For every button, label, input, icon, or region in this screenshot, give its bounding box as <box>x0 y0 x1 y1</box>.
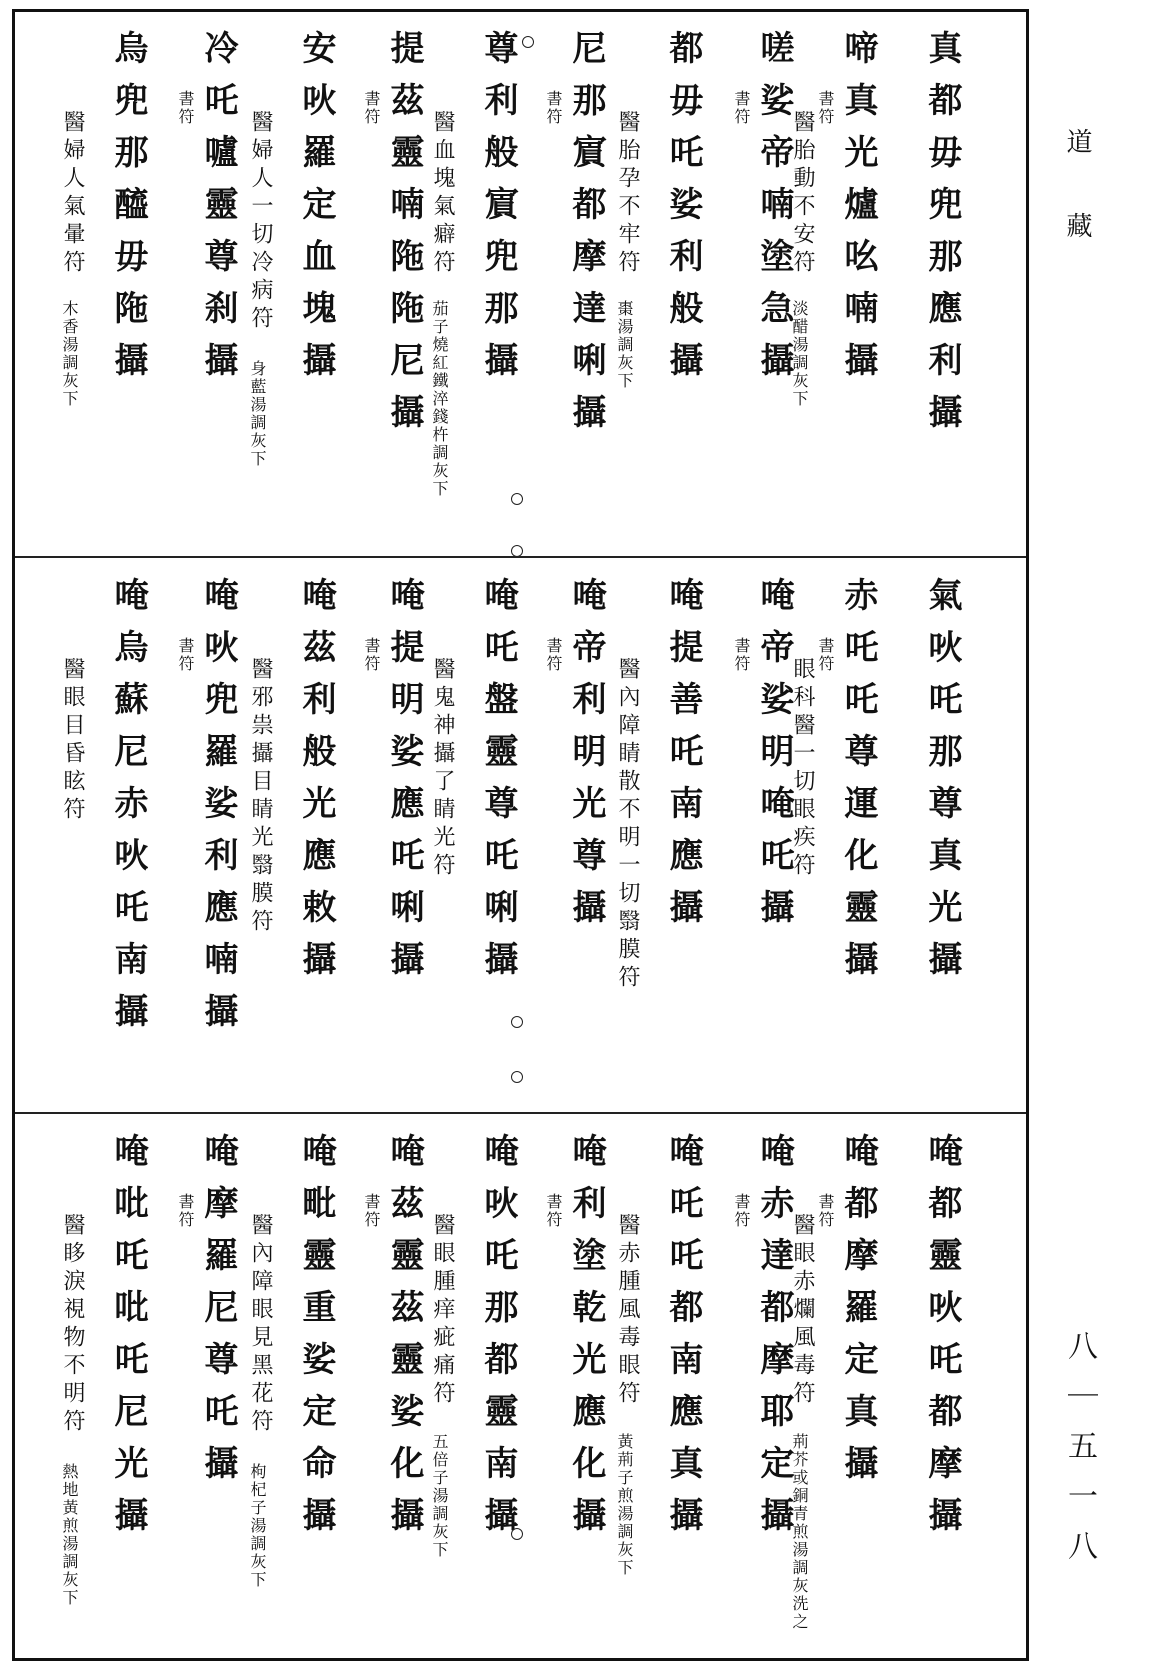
text-column <box>922 577 962 993</box>
annotation-write-talisman: 書符 <box>176 637 195 673</box>
margin-source-title: 道藏 <box>1062 128 1092 296</box>
annotation-write-talisman: 書符 <box>544 637 563 673</box>
incantation-text: 赤吒吒尊運化靈攝 <box>838 577 878 993</box>
incantation-text: 提茲靈喃陁陁尼攝 <box>384 30 424 446</box>
incantation-text: 唵吒吒都南應真攝 <box>663 1133 703 1549</box>
incantation-text: 安吙羅定血塊攝 <box>296 30 336 394</box>
text-column <box>60 30 148 408</box>
text-column <box>790 1133 878 1631</box>
annotation-write-talisman: 書符 <box>362 637 381 673</box>
text-column <box>176 1133 238 1497</box>
margin-page-number: 八｜五一八 <box>1062 1330 1097 1580</box>
incantation-text: 唵吙兜羅娑利應喃攝 <box>198 577 238 1045</box>
circle-mark <box>511 1016 523 1028</box>
annotation-write-talisman: 書符 <box>816 90 835 126</box>
dosage-note: 棗湯調灰下 <box>615 300 634 390</box>
text-column <box>362 1133 424 1549</box>
dosage-note: 木香湯調灰下 <box>60 300 79 408</box>
talisman-purpose: 醫赤腫風毒眼符 <box>615 1213 640 1409</box>
text-column <box>790 577 878 993</box>
annotation-write-talisman: 書符 <box>732 1193 751 1229</box>
text-column <box>362 30 424 446</box>
text-column <box>922 30 962 446</box>
text-column <box>60 1133 148 1607</box>
incantation-text: 都毋吒娑利般攝 <box>663 30 703 394</box>
talisman-purpose: 醫鬼神攝了睛光符 <box>430 657 455 881</box>
circle-mark <box>511 1528 523 1540</box>
incantation-text: 唵茲靈茲靈娑化攝 <box>384 1133 424 1549</box>
dosage-note: 茄子燒紅鐵淬錢杵調灰下 <box>430 300 449 498</box>
talisman-purpose: 醫內障睛散不明一切翳膜符 <box>615 657 640 993</box>
incantation-text: 唵烏蘇尼赤吙吒南攝 <box>108 577 148 1045</box>
text-column <box>60 577 148 1045</box>
incantation-text: 唵毗靈重娑定命攝 <box>296 1133 336 1549</box>
text-column <box>248 30 336 468</box>
incantation-text: 唵吒盤靈尊吒唎攝 <box>478 577 518 993</box>
annotation-write-talisman: 書符 <box>732 637 751 673</box>
incantation-text: 啼真光爐吆喃攝 <box>838 30 878 394</box>
text-column <box>430 577 518 993</box>
register-divider <box>15 556 1026 558</box>
incantation-text: 唵都摩羅定真攝 <box>838 1133 878 1497</box>
talisman-purpose: 醫婦人氣暈符 <box>60 110 85 278</box>
dosage-note: 黃荊子煎湯調灰下 <box>615 1433 634 1577</box>
incantation-text: 唵赤達都摩耶定攝 <box>754 1133 794 1549</box>
text-column <box>732 1133 794 1549</box>
text-column <box>430 30 518 498</box>
annotation-write-talisman: 書符 <box>544 1193 563 1229</box>
text-column <box>544 577 606 941</box>
incantation-text: 尼那賔都摩達唎攝 <box>566 30 606 446</box>
talisman-purpose: 醫邪祟攝目睛光翳膜符 <box>248 657 273 937</box>
incantation-text: 唵吡吒吡吒尼光攝 <box>108 1133 148 1549</box>
dosage-note: 淡醋湯調灰下 <box>790 300 809 408</box>
dosage-note: 荊芥或銅青煎湯調灰洗之 <box>790 1433 809 1631</box>
annotation-write-talisman: 書符 <box>176 1193 195 1229</box>
annotation-write-talisman: 書符 <box>732 90 751 126</box>
talisman-purpose: 醫內障眼見黑花符 <box>248 1213 273 1437</box>
talisman-purpose: 醫眵淚視物不明符 <box>60 1213 85 1437</box>
annotation-write-talisman: 書符 <box>816 637 835 673</box>
incantation-text: 真都毋兜那應利攝 <box>922 30 962 446</box>
dosage-note: 枸杞子湯調灰下 <box>248 1463 267 1589</box>
incantation-text: 冷吒嚧靈尊刹攝 <box>198 30 238 394</box>
circle-mark <box>511 493 523 505</box>
incantation-text: 嗟娑帝喃塗急攝 <box>754 30 794 394</box>
text-column <box>544 30 606 446</box>
talisman-purpose: 醫眼目昏眩符 <box>60 657 85 825</box>
text-column <box>790 30 878 408</box>
talisman-purpose: 眼科醫一切眼疾符 <box>790 657 815 881</box>
dosage-note: 身藍湯調灰下 <box>248 360 267 468</box>
incantation-text: 唵摩羅尼尊吒攝 <box>198 1133 238 1497</box>
incantation-text: 唵利塗乾光應化攝 <box>566 1133 606 1549</box>
register-top <box>15 12 1026 556</box>
incantation-text: 烏兜那醯毋陁攝 <box>108 30 148 394</box>
text-column <box>732 577 794 941</box>
annotation-write-talisman: 書符 <box>362 90 381 126</box>
circle-mark <box>511 545 523 557</box>
incantation-text: 唵茲利般光應敕攝 <box>296 577 336 993</box>
text-column <box>732 30 794 394</box>
incantation-text: 唵帝利明光尊攝 <box>566 577 606 941</box>
text-column <box>615 577 703 993</box>
register-divider <box>15 1112 1026 1114</box>
register-bottom <box>15 1115 1026 1658</box>
talisman-purpose: 醫血塊氣癖符 <box>430 110 455 278</box>
talisman-purpose: 醫婦人一切冷病符 <box>248 110 273 334</box>
text-column <box>430 1133 518 1559</box>
talisman-purpose: 醫胎孕不牢符 <box>615 110 640 278</box>
text-column <box>176 577 238 1045</box>
incantation-text: 唵提明娑應吒唎攝 <box>384 577 424 993</box>
text-column <box>248 1133 336 1589</box>
text-column <box>615 30 703 394</box>
text-column <box>176 30 238 394</box>
incantation-text: 唵吙吒那都靈南攝 <box>478 1133 518 1549</box>
talisman-purpose: 醫眼腫痒疵痛符 <box>430 1213 455 1409</box>
text-column <box>362 577 424 993</box>
register-middle <box>15 559 1026 1112</box>
incantation-text: 尊利般賔兜那攝 <box>478 30 518 394</box>
talisman-purpose: 醫眼赤爛風毒符 <box>790 1213 815 1409</box>
incantation-text: 唵帝娑明唵吒攝 <box>754 577 794 941</box>
annotation-write-talisman: 書符 <box>816 1193 835 1229</box>
annotation-write-talisman: 書符 <box>176 90 195 126</box>
dosage-note: 五倍子湯調灰下 <box>430 1433 449 1559</box>
text-column <box>248 577 336 993</box>
text-column <box>922 1133 962 1549</box>
circle-mark <box>511 1071 523 1083</box>
text-column <box>615 1133 703 1577</box>
dosage-note: 熱地黃煎湯調灰下 <box>60 1463 79 1607</box>
annotation-write-talisman: 書符 <box>544 90 563 126</box>
incantation-text: 氣吙吒那尊真光攝 <box>922 577 962 993</box>
text-column <box>544 1133 606 1549</box>
incantation-text: 唵都靈吙吒都摩攝 <box>922 1133 962 1549</box>
talisman-purpose: 醫胎動不安符 <box>790 110 815 278</box>
annotation-write-talisman: 書符 <box>362 1193 381 1229</box>
circle-mark <box>522 36 534 48</box>
incantation-text: 唵提善吒南應攝 <box>663 577 703 941</box>
